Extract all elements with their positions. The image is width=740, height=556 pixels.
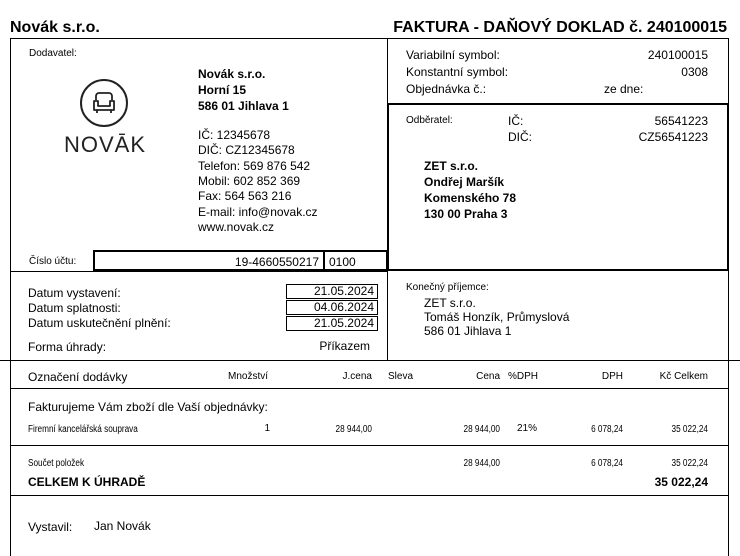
issued-by-label: Vystavil: (28, 520, 73, 534)
final-recipient-label: Konečný příjemce: (406, 282, 489, 293)
payment-method-value: Příkazem (319, 339, 370, 353)
issued-by-name: Jan Novák (94, 519, 151, 533)
customer-ico-value: 56541223 (654, 114, 708, 128)
col-header-qty: Množství (228, 371, 269, 382)
col-header-unit-price: J.cena (342, 371, 372, 382)
account-label: Číslo účtu: (29, 256, 77, 267)
customer-city: 130 00 Praha 3 (424, 207, 508, 221)
row-item: Firemní kancelářská souprava (28, 424, 138, 435)
supplier-name: Novák s.r.o. (198, 67, 266, 81)
taxable-date-value: 21.05.2024 (286, 316, 378, 331)
supplier-street: Horní 15 (198, 83, 247, 97)
col-header-price: Cena (476, 371, 500, 382)
armchair-icon (79, 78, 129, 128)
frame-left (10, 38, 11, 556)
order-number-label: Objednávka č.: (406, 82, 487, 96)
col-header-total: Kč Celkem (659, 371, 708, 382)
customer-ico-label: IČ: (508, 114, 524, 128)
customer-name: ZET s.r.o. (424, 159, 479, 173)
issue-date-label: Datum vystavení: (28, 286, 121, 300)
row-total: 35 022,24 (671, 424, 708, 435)
bank-code: 0100 (329, 255, 356, 269)
grand-total-label: CELKEM K ÚHRADĚ (28, 475, 146, 489)
table-header-line (10, 388, 728, 389)
col-header-discount: Sleva (388, 371, 414, 382)
row-unit-price: 28 944,00 (335, 424, 372, 435)
dates-divider (10, 271, 388, 272)
final-recipient-name: ZET s.r.o. (424, 296, 476, 310)
sum-total: 35 022,24 (671, 458, 708, 469)
customer-dic-label: DIČ: (508, 130, 532, 144)
supplier-logo (79, 78, 129, 128)
supplier-ico: IČ: 12345678 (198, 128, 271, 142)
supplier-mobile: Mobil: 602 852 369 (198, 174, 301, 188)
col-header-vat-pct: %DPH (508, 371, 539, 382)
order-date-label: ze dne: (604, 82, 644, 96)
row-price: 28 944,00 (463, 424, 500, 435)
due-date-label: Datum splatnosti: (28, 301, 121, 315)
supplier-phone: Telefon: 569 876 542 (198, 159, 311, 173)
col-header-item: Označení dodávky (28, 370, 128, 384)
due-date-value: 04.06.2024 (286, 300, 378, 315)
customer-street: Komenského 78 (424, 191, 517, 205)
summary-line (10, 495, 728, 496)
row-qty: 1 (264, 423, 270, 434)
constant-symbol-value: 0308 (681, 65, 708, 79)
table-body-line (10, 445, 728, 446)
final-recipient-person: Tomáš Honzík, Průmyslová (424, 310, 570, 324)
supplier-email: E-mail: info@novak.cz (198, 205, 318, 219)
payment-method-label: Forma úhrady: (28, 340, 107, 354)
sum-vat: 6 078,24 (591, 458, 623, 469)
supplier-city: 586 01 Jihlava 1 (198, 99, 289, 113)
customer-dic-value: CZ56541223 (638, 130, 708, 144)
supplier-fax: Fax: 564 563 216 (198, 189, 292, 203)
invoice-title: FAKTURA - DAŇOVÝ DOKLAD č. 240100015 (393, 19, 727, 36)
sum-label: Součet položek (28, 458, 85, 469)
customer-person: Ondřej Maršík (424, 175, 505, 189)
variable-symbol-label: Variabilní symbol: (406, 48, 500, 62)
final-recipient-city: 586 01 Jihlava 1 (424, 324, 512, 338)
row-vat: 6 078,24 (591, 424, 623, 435)
table-top-line (0, 360, 740, 361)
col-header-vat: DPH (601, 371, 623, 382)
row-vat-pct: 21% (517, 423, 538, 434)
frame-top (10, 38, 728, 39)
account-number: 19-4660550217 (234, 255, 319, 269)
issue-date-value: 21.05.2024 (286, 284, 378, 299)
logo-wordmark: NOVĀK (64, 132, 147, 157)
supplier-web: www.novak.cz (198, 220, 275, 234)
sum-price: 28 944,00 (463, 458, 500, 469)
company-header: Novák s.r.o. (10, 19, 100, 36)
constant-symbol-label: Konstantní symbol: (406, 65, 509, 79)
taxable-date-label: Datum uskutečnění plnění: (28, 316, 171, 330)
grand-total-value: 35 022,24 (654, 475, 708, 489)
customer-label: Odběratel: (406, 115, 453, 126)
table-intro-text: Fakturujeme Vám zboží dle Vaší objednávky: (28, 400, 268, 414)
supplier-label: Dodavatel: (29, 48, 77, 59)
variable-symbol-value: 240100015 (647, 48, 708, 62)
supplier-dic: DIČ: CZ12345678 (198, 143, 295, 157)
